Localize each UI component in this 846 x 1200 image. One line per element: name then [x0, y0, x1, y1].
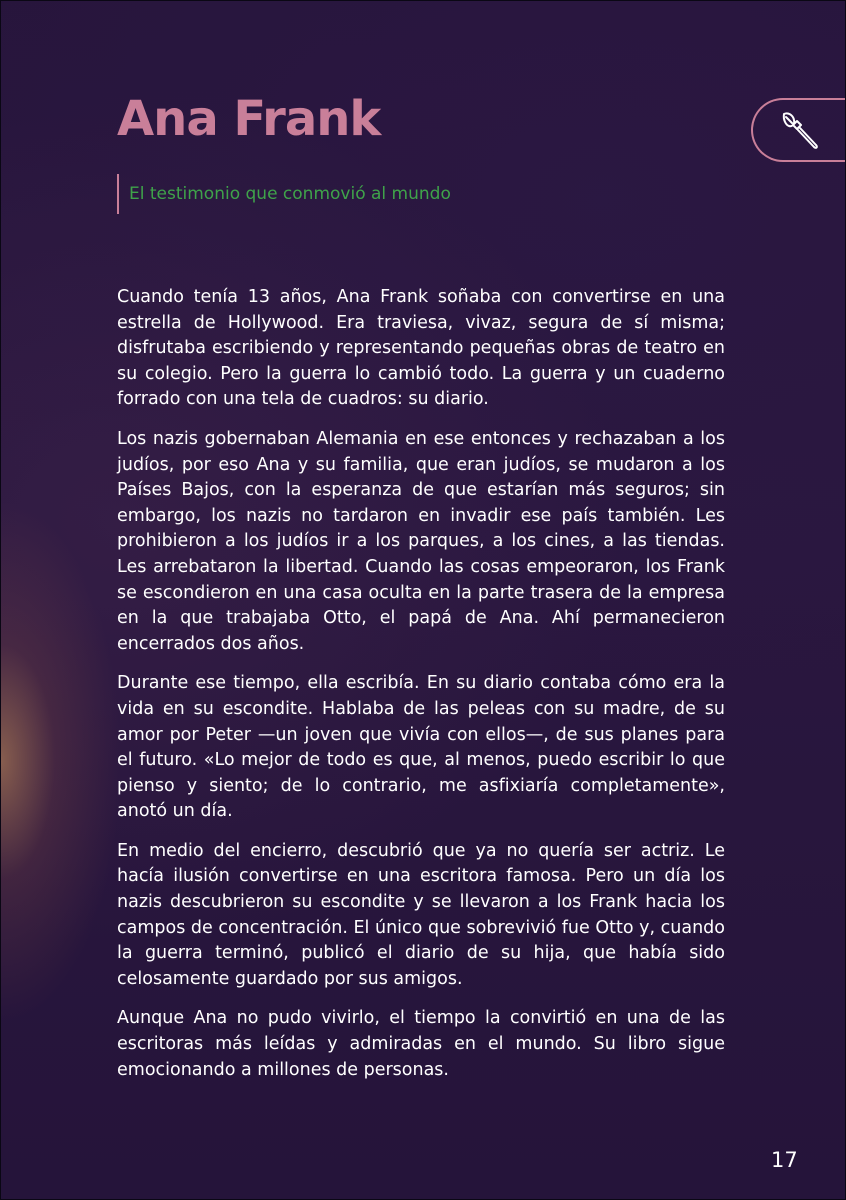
- paragraph: Aunque Ana no pudo vivirlo, el tiempo la convirtió en una de las escritoras más leídas y admiradas en el mundo. Su libro sigue emocionando a millones de personas.: [117, 1008, 725, 1080]
- section-tab: [751, 98, 846, 162]
- page-title: Ana Frank: [117, 91, 381, 147]
- body-text: [117, 285, 725, 1097]
- paragraph: Los nazis gobernaban Alemania en ese entonces y rechazaban a los judíos, por eso Ana y su familia, que eran judíos, se mudaron a los Países Bajos, con la esperanza de que estarían más seguros; sin embargo, los nazis no tardaron en invadir ese país también. Les prohibieron a los judíos ir a los parques, a los cines, a las tiendas. Les arrebataron la libertad. Cuando las cosas empeoraron, los Frank se escondieron en una casa oculta en la parte trasera de la empresa en la que trabajaba Otto, el papá de Ana. Ahí permanecieron encerrados dos años.: [117, 428, 725, 654]
- subtitle-block: [117, 174, 451, 214]
- paintbrush-icon: [778, 108, 824, 154]
- paragraph: Durante ese tiempo, ella escribía. En su diario contaba cómo era la vida en su escondite. Hablaba de las peleas con su madre, de su amor por Peter —un joven que vivía con ellos—, de sus planes para el futuro. «Lo mejor de todo es que, al menos, puedo escribir lo que pienso y siento; de lo contrario, me asfixiaría completamente», anotó un día.: [117, 673, 725, 822]
- page-subtitle: El testimonio que conmovió al mundo: [129, 184, 451, 204]
- paragraph: Cuando tenía 13 años, Ana Frank soñaba con convertirse en una estrella de Hollywood. Era traviesa, vivaz, segura de sí misma; disfrutaba escribiendo y representando pequeñas obras de teatro en su colegio. Pero la guerra lo cambió todo. La guerra y un cuaderno forrado con una tela de cuadros: su diario.: [117, 287, 725, 410]
- paragraph: En medio del encierro, descubrió que ya no quería ser actriz. Le hacía ilusión convertirse en una escritora famosa. Pero un día los nazis descubrieron su escondite y se llevaron a los Frank hacia los campos de concentración. El único que sobrevivió fue Otto y, cuando la guerra terminó, publicó el diario de su hija, que había sido celosamente guardado por sus amigos.: [117, 840, 725, 989]
- page-number: 17: [771, 1148, 798, 1172]
